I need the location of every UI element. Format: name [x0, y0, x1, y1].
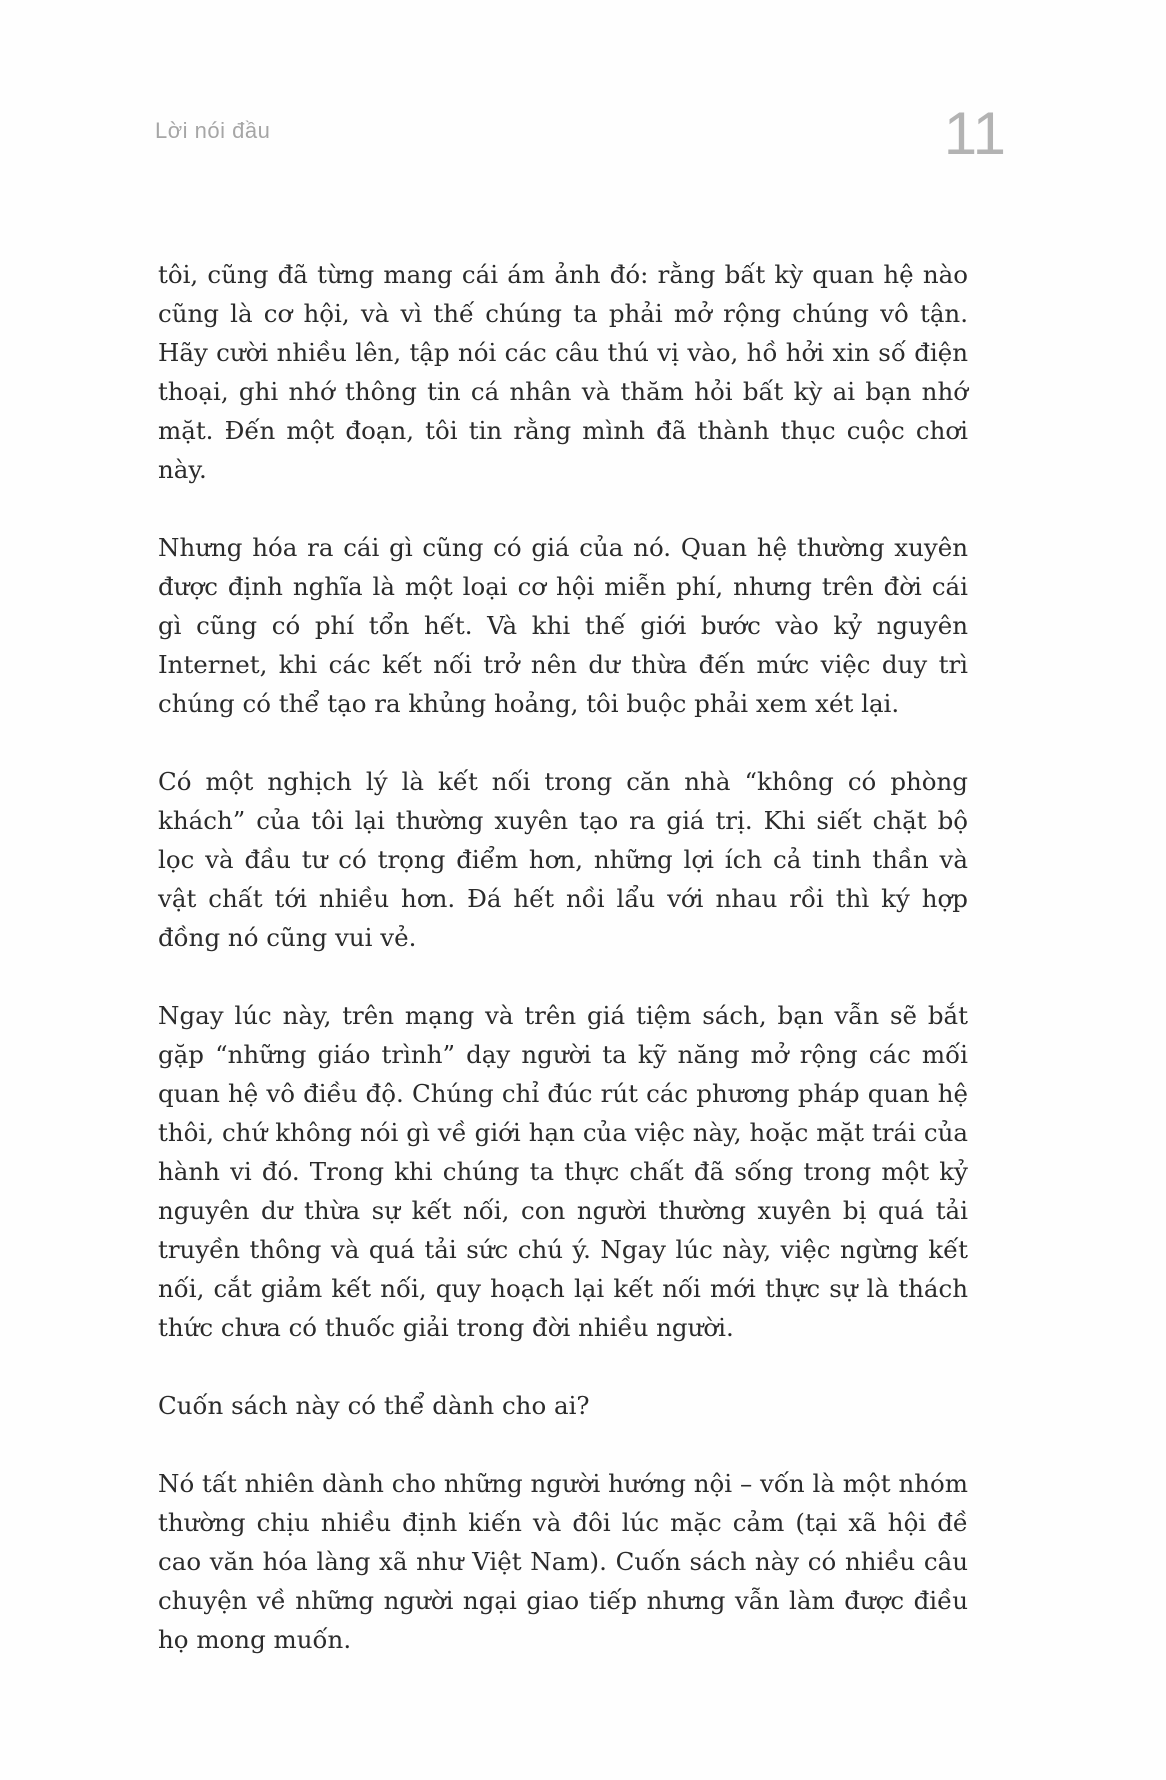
running-head: Lời nói đầu [155, 118, 271, 143]
paragraph-question: Cuốn sách này có thể dành cho ai? [158, 1391, 590, 1420]
paragraph: Nó tất nhiên dành cho những người hướng nội – vốn là một nhóm thường chịu nhiều định kiến và đôi lúc mặc cảm (tại xã hội đề cao văn hóa làng xã như Việt Nam). Cuốn sách này có nhiều câu chuyện về những người ngại giao tiếp nhưng vẫn làm được điều họ mong muốn. [158, 1469, 968, 1654]
paragraph: tôi, cũng đã từng mang cái ám ảnh đó: rằng bất kỳ quan hệ nào cũng là cơ hội, và vì thế chúng ta phải mở rộng chúng vô tận. Hãy cười nhiều lên, tập nói các câu thú vị vào, hồ hởi xin số điện thoại, ghi nhớ thông tin cá nhân và thăm hỏi bất kỳ ai bạn nhớ mặt. Đến một đoạn, tôi tin rằng mình đã thành thục cuộc chơi này. [158, 260, 968, 484]
paragraph: Có một nghịch lý là kết nối trong căn nhà “không có phòng khách” của tôi lại thường xuyên tạo ra giá trị. Khi siết chặt bộ lọc và đầu tư có trọng điểm hơn, những lợi ích cả tinh thần và vật chất tới nhiều hơn. Đá hết nồi lẩu với nhau rồi thì ký hợp đồng nó cũng vui vẻ. [158, 767, 968, 952]
page-number: 11 [943, 100, 1006, 167]
body-text [158, 255, 968, 1659]
paragraph: Nhưng hóa ra cái gì cũng có giá của nó. Quan hệ thường xuyên được định nghĩa là một loại cơ hội miễn phí, nhưng trên đời cái gì cũng có phí tổn hết. Và khi thế giới bước vào kỷ nguyên Internet, khi các kết nối trở nên dư thừa đến mức việc duy trì chúng có thể tạo ra khủng hoảng, tôi buộc phải xem xét lại. [158, 533, 968, 718]
paragraph: Ngay lúc này, trên mạng và trên giá tiệm sách, bạn vẫn sẽ bắt gặp “những giáo trình” dạy người ta kỹ năng mở rộng các mối quan hệ vô điều độ. Chúng chỉ đúc rút các phương pháp quan hệ thôi, chứ không nói gì về giới hạn của việc này, hoặc mặt trái của hành vi đó. Trong khi chúng ta thực chất đã sống trong một kỷ nguyên dư thừa sự kết nối, con người thường xuyên bị quá tải truyền thông và quá tải sức chú ý. Ngay lúc này, việc ngừng kết nối, cắt giảm kết nối, quy hoạch lại kết nối mới thực sự là thách thức chưa có thuốc giải trong đời nhiều người. [158, 1001, 968, 1342]
